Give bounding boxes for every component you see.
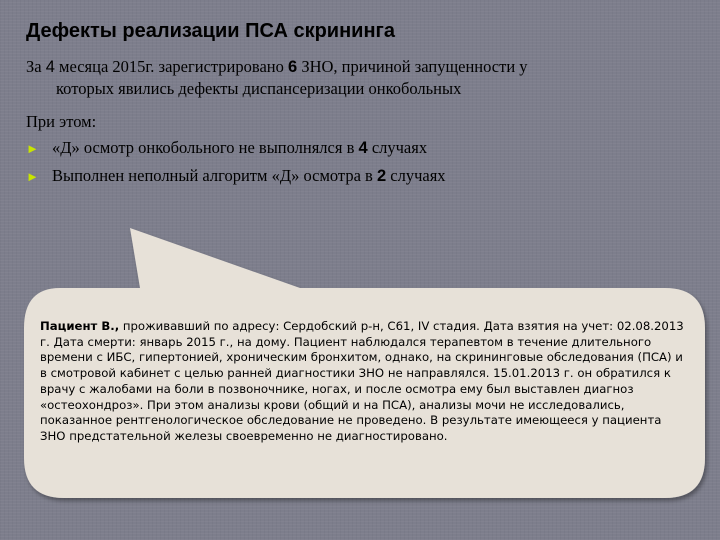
callout-body: проживавший по адресу: Сердобский р-н, С61, IV стадия. Дата взятия на учет: 02.08.2013 г. Дата смерти: январь 2015 г., на дому. Пациент наблюдался терапевтом в течение длительного времени с ИБС, гипертонией, хроническим бронхитом, однако, на скрининговые обследования (ПСА) и в смотровой кабинет с целью ранней диагностики ЗНО не направлялся. 15.01.2013 г. он обратился к врачу с жалобами на боли в позвоночнике, ногах, и после осмотра ему был выставлен диагноз «остеохондроз». При этом анализы крови (общий и на ПСА), анализы мочи не исследовались, показанное рентгенологическое обследование не проведено. В результате имеющееся у пациента ЗНО предстательной железы своевременно не диагностировано. — [40, 319, 684, 443]
bullet-1-count: 4 — [358, 139, 368, 157]
bullet-arrow-icon: ► — [26, 141, 39, 156]
pri-etom-label: При этом: — [26, 112, 97, 131]
bullet-2-count: 2 — [376, 167, 387, 185]
intro-months-count: 4 — [45, 58, 55, 76]
callout-patient-name: Пациент В., — [40, 319, 120, 333]
bullet-1-suffix: случаях — [371, 138, 428, 157]
intro-mid: месяца 2015г. зарегистрировано — [59, 57, 284, 76]
intro-zno-count: 6 — [288, 58, 298, 76]
callout-text — [40, 319, 688, 445]
bullet-1-text: «Д» осмотр онкобольного не выполнялся в — [52, 138, 355, 157]
intro-rest: ЗНО, причиной запущенности у — [301, 57, 528, 76]
bullet-2-text: Выполнен неполный алгоритм «Д» осмотра в — [52, 166, 373, 185]
bullet-arrow-icon: ► — [26, 169, 39, 184]
bullet-2-suffix: случаях — [390, 166, 446, 185]
intro-line2: которых явились дефекты диспансеризации онкобольных — [56, 79, 462, 98]
slide-title: Дефекты реализации ПСА скрининга — [26, 20, 395, 42]
intro-prefix: За — [26, 57, 42, 76]
